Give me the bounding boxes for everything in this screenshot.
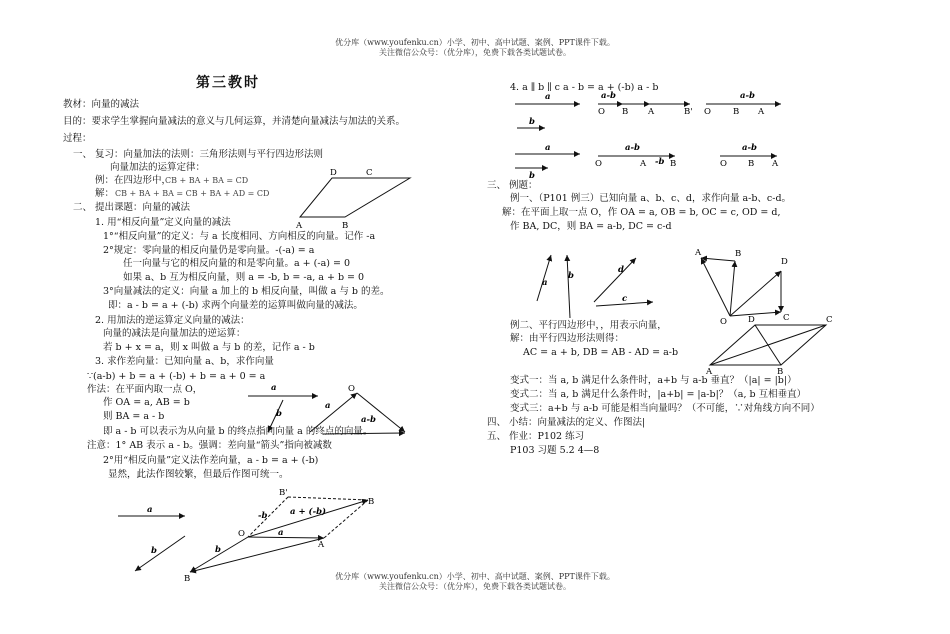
- footer-line-2: 关注微信公众号：（优分库），免费下载各类试题试卷。: [379, 582, 571, 591]
- variant-line: 变式一：当 a, b 满足什么条件时，a+b 与 a-b 垂直？（|a| = |b|）: [510, 375, 797, 386]
- svg-text:O: O: [704, 107, 711, 117]
- svg-text:O: O: [238, 529, 245, 539]
- vector-diff: [323, 433, 405, 434]
- text-line: 1. 用“相反向量”定义向量的减法: [95, 217, 231, 228]
- point-label: D: [330, 168, 337, 178]
- text-line: 向量的减法是向量加法的逆运算：: [103, 328, 246, 339]
- text-line: 一、 复习：向量加法的法则：三角形法则与平行四边形法则: [73, 149, 324, 160]
- text-line: 教材：向量的减法: [63, 99, 140, 110]
- svg-text:a: a: [545, 143, 551, 153]
- text-line: 过程：: [63, 133, 92, 144]
- svg-text:B: B: [777, 367, 784, 377]
- svg-text:B: B: [184, 574, 191, 584]
- svg-text:A: A: [706, 367, 713, 377]
- svg-text:a: a: [147, 505, 153, 515]
- svg-text:C: C: [826, 315, 833, 325]
- svg-text:B: B: [670, 159, 677, 169]
- svg-text:A: A: [640, 159, 647, 169]
- svg-text:a-b: a-b: [361, 415, 376, 425]
- svg-text:A: A: [772, 159, 779, 169]
- svg-text:O: O: [598, 107, 605, 117]
- text-line: 若 b + x = a，则 x 叫做 a 与 b 的差，记作 a - b: [103, 342, 315, 353]
- text-line: 2°规定：零向量的相反向量仍是零向量。-(-a) = a: [103, 245, 315, 256]
- item4-line: 4. a ∥ b ∥ c a - b = a + (-b) a - b: [510, 82, 659, 93]
- svg-text:b: b: [276, 409, 282, 419]
- text-line: 解：: [95, 188, 115, 199]
- svg-text:B: B: [748, 159, 755, 169]
- svg-text:b: b: [151, 546, 157, 556]
- svg-text:A: A: [318, 540, 325, 550]
- header-line-1: 优分库（www.youfenku.cn）小学、初中、高中试题、案例、PPT课件下载。: [335, 38, 615, 47]
- svg-text:B': B': [279, 488, 288, 498]
- text-line: ∵(a-b) + b = a + (-b) + b = a + 0 = a: [87, 371, 266, 382]
- example2-line: 解：由平行四边形法则得：: [510, 333, 625, 344]
- point-label: B: [342, 221, 349, 231]
- svg-text:b: b: [529, 171, 535, 181]
- svg-text:a-b: a-b: [740, 91, 755, 101]
- svg-text:c: c: [622, 294, 628, 304]
- formula-solve: CB + BA + BA = CB + BA + AD = CD: [115, 189, 270, 198]
- svg-text:a-b: a-b: [742, 143, 757, 153]
- svg-text:D: D: [748, 315, 755, 325]
- text-line: 作法：在平面内取一点 O，: [87, 384, 203, 395]
- svg-text:b: b: [215, 545, 221, 555]
- text-line: 注意：1° AB 表示 a - b。强调：差向量“箭头”指向被减数: [87, 440, 332, 451]
- example1-line: 例一、（P101 例三）已知向量 a、b、c、d，求作向量 a-b、c-d。: [510, 193, 792, 204]
- text-line: 作 OA = a, AB = b: [103, 397, 190, 408]
- svg-text:a: a: [325, 401, 331, 411]
- point-label: C: [366, 168, 373, 178]
- lesson-title: 第三教时: [196, 75, 260, 91]
- homework-line: P103 习题 5.2 4—8: [510, 445, 600, 456]
- variant-line: 变式二：当 a, b 满足什么条件时，|a+b| = |a-b|？（a, b 互相垂直）: [510, 389, 807, 400]
- examples-heading: 三、 例题：: [487, 180, 538, 191]
- text-line: 3°向量减法的定义：向量 a 加上的 b 相反向量，叫做 a 与 b 的差。: [103, 286, 390, 297]
- text-line: 二、 提出课题：向量的减法: [73, 202, 191, 213]
- svg-text:a: a: [545, 92, 551, 102]
- text-line: 显然，此法作图较繁，但最后作图可统一。: [108, 469, 289, 480]
- svg-text:O: O: [720, 317, 727, 327]
- svg-text:b: b: [568, 271, 574, 281]
- svg-text:a: a: [271, 383, 277, 393]
- text-line: 1°“相反向量”的定义：与 a 长度相同、方向相反的向量。记作 -a: [103, 231, 376, 242]
- text-line: 2°用“相反向量”定义法作差向量，a - b = a + (-b): [103, 455, 319, 466]
- text-line: 例：在四边形中，: [95, 175, 172, 186]
- vector-b-bottom: [135, 536, 185, 571]
- footer-line-1: 优分库（www.youfenku.cn）小学、初中、高中试题、案例、PPT课件下载。: [335, 572, 615, 581]
- point-label: A: [296, 221, 303, 231]
- formula-review: CB + BA + BA = CD: [165, 176, 249, 185]
- example2-line: 例二、平行四边形中，，用表示向量，: [510, 320, 667, 331]
- svg-text:A: A: [648, 107, 655, 117]
- text-line: 任一向量与它的相反向量的和是零向量。a + (-a) = 0: [123, 258, 350, 269]
- text-line: 即：a - b = a + (-b) 求两个向量差的运算叫做向量的减法。: [108, 300, 363, 311]
- text-line: 则 BA = a - b: [103, 411, 165, 422]
- header-line-2: 关注微信公众号：（优分库），免费下载各类试题试卷。: [379, 48, 571, 57]
- text-line: 如果 a、b 互为相反向量，则 a = -b, b = -a, a + b = 0: [123, 272, 365, 283]
- text-line: 向量加法的运算定律：: [110, 162, 206, 173]
- variant-line: 变式三：a+b 与 a-b 可能是相当向量吗？（不可能，∵对角线方向不同）: [510, 403, 820, 414]
- svg-text:B': B': [684, 107, 693, 117]
- svg-text:-b: -b: [258, 511, 268, 521]
- svg-text:a: a: [278, 528, 284, 538]
- svg-text:O: O: [348, 384, 355, 394]
- svg-text:A: A: [695, 248, 702, 258]
- svg-text:B: B: [735, 249, 742, 259]
- example2-line: AC = a + b, DB = AB - AD = a-b: [523, 347, 679, 358]
- svg-text:B: B: [622, 107, 629, 117]
- text-line: 目的：要求学生掌握向量减法的意义与几何运算，并清楚向量减法与加法的关系。: [63, 116, 406, 127]
- text-line: 2. 用加法的逆运算定义向量的减法：: [95, 315, 250, 326]
- svg-text:d: d: [618, 265, 624, 275]
- svg-text:B: B: [368, 497, 375, 507]
- svg-text:O: O: [720, 159, 727, 169]
- svg-text:A: A: [758, 107, 765, 117]
- vector-b-construct: [357, 393, 405, 432]
- parallelogram-abcd-figure: [300, 178, 410, 217]
- vector-oa: [248, 537, 324, 538]
- svg-text:b: b: [529, 117, 535, 127]
- svg-text:a-b: a-b: [601, 91, 616, 101]
- svg-text:C: C: [783, 313, 790, 323]
- svg-text:-b: -b: [655, 157, 665, 167]
- example1-line: 作 BA, DC，则 BA = a-b, DC = c-d: [510, 221, 672, 232]
- svg-text:a-b: a-b: [625, 143, 640, 153]
- text-line: 3. 求作差向量：已知向量 a、b，求作向量: [95, 356, 274, 367]
- example1-line: 解：在平面上取一点 O，作 OA = a, OB = b, OC = c, OD = d,: [502, 207, 781, 218]
- summary-line: 四、 小结：向量减法的定义、作图法|: [487, 417, 646, 428]
- vector-a-construct: [310, 393, 357, 432]
- svg-text:a: a: [542, 278, 548, 288]
- svg-text:a + (-b): a + (-b): [290, 507, 327, 517]
- svg-text:D: D: [781, 257, 788, 267]
- svg-text:O: O: [595, 159, 602, 169]
- homework-line: 五、 作业：P102 练习: [487, 431, 585, 442]
- vector-ab: [190, 538, 324, 572]
- text-line: 即 a - b 可以表示为从向量 b 的终点指向向量 a 的终点的向量。: [103, 426, 373, 437]
- svg-text:B: B: [733, 107, 740, 117]
